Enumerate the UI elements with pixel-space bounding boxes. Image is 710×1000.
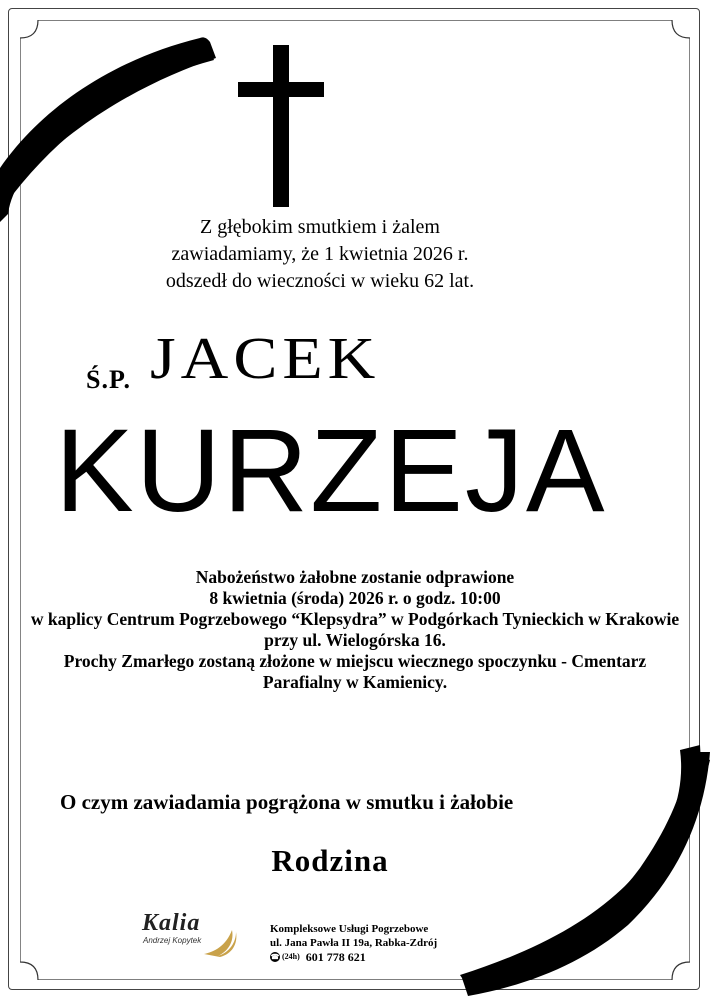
last-name: KURZEJA: [55, 405, 607, 537]
service-line-1: Nabożeństwo żałobne zostanie odprawione: [195, 567, 515, 587]
intro-line-1: Z głębokim smutkiem i żalem: [200, 216, 440, 238]
name-prefix: Ś.P.: [86, 365, 131, 394]
phone-number: 601 778 621: [305, 950, 366, 964]
service-line-5: Prochy Zmarłego zostaną złożone w miejscu wiecznego spoczynku - Cmentarz: [63, 651, 647, 671]
service-line-3: w kaplicy Centrum Pogrzebowego “Klepsydra” w Podgórkach Tynieckich w Krakowie: [30, 609, 680, 629]
family-signature: Rodzina: [271, 843, 389, 878]
service-details: [18, 567, 692, 693]
phone-icon: ☎: [270, 953, 280, 961]
phone-label: (24h): [282, 952, 300, 961]
logo-subtitle: Andrzej Kopytek: [143, 936, 202, 945]
first-name: JACEK: [150, 325, 381, 392]
intro-line-3: odszedł do wieczności w wieku 62 lat.: [165, 270, 475, 292]
company-phone-row: [270, 950, 437, 964]
service-line-4: przy ul. Wielogórska 16.: [264, 630, 446, 650]
company-address: ul. Jana Pawła II 19a, Rabka-Zdrój: [270, 937, 438, 949]
service-line-6: Parafialny w Kamienicy.: [262, 672, 448, 692]
notice-text: O czym zawiadamia pogrążona w smutku i żałobie: [60, 790, 514, 814]
intro-text: [120, 214, 520, 295]
intro-line-2: zawiadamiamy, że 1 kwietnia 2026 r.: [171, 243, 469, 265]
company-name: Kompleksowe Usługi Pogrzebowe: [270, 923, 429, 935]
logo-swoosh-icon: [200, 926, 240, 958]
funeral-home-info: [270, 922, 437, 964]
logo-name: Kalia: [142, 910, 201, 936]
funeral-home-logo: [140, 910, 248, 958]
cross-icon: [238, 45, 324, 207]
service-line-2: 8 kwietnia (środa) 2026 r. o godz. 10:00: [209, 588, 501, 608]
